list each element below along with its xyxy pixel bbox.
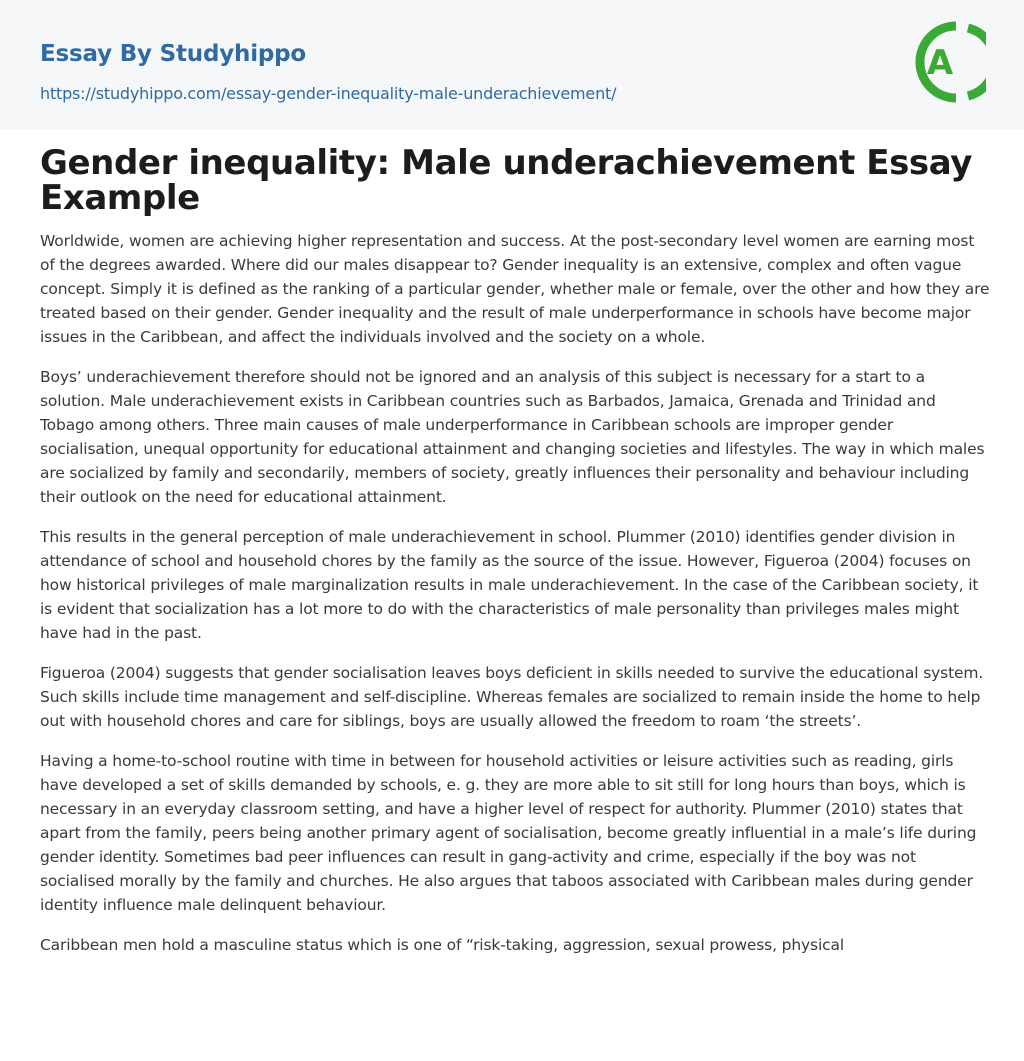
logo-letter: A xyxy=(926,43,954,83)
essay-paragraph: This results in the general perception of male underachievement in school. Plummer (2010) identifies gender division in attendance of school and household chores by the family as the source of the issue. However, Figueroa (2004) focuses on how historical privileges of male marginalization results in male underachievement. In the case of the Caribbean society, it is evident that socialization has a lot more to do with the characteristics of male personality than privileges males might have had in the past. xyxy=(40,528,979,642)
essay-paragraph: Boys’ underachievement therefore should not be ignored and an analysis of this subject is necessary for a start to a solution. Male underachievement exists in Caribbean countries such as Barbados, Jamaica, Grenada and Trinidad and Tobago among others. Three main causes of male underperformance in Caribbean schools are improper gender socialisation, unequal opportunity for educational attainment and changing societies and lifestyles. The way in which males are socialized by family and secondarily, members of society, greatly influences their personality and behaviour including their outlook on the need for educational attainment. xyxy=(40,368,985,506)
essay-paragraph: Figueroa (2004) suggests that gender socialisation leaves boys deficient in skills needed to survive the educational system. Such skills include time management and self-discipline. Whereas females are socialized to remain inside the home to help out with household chores and care for siblings, boys are usually allowed the freedom to roam ‘the streets’. xyxy=(40,664,984,730)
essay-paragraph: Caribbean men hold a masculine status which is one of “risk-taking, aggression, sexual prowess, physical xyxy=(40,936,844,954)
studyhippo-logo-icon[interactable] xyxy=(912,19,986,105)
essay-title: Gender inequality: Male underachievement Essay Example xyxy=(40,143,973,218)
site-brand[interactable]: Essay By Studyhippo xyxy=(40,41,307,67)
essay-paragraph: Worldwide, women are achieving higher representation and success. At the post-secondary level women are earning most of the degrees awarded. Where did our males disappear to? Gender inequality is an extensive, complex and often vague concept. Simply it is defined as the ranking of a particular gender, whether male or female, over the other and how they are treated based on their gender. Gender inequality and the result of male underperformance in schools have become major issues in the Caribbean, and affect the individuals involved and the society on a whole. xyxy=(40,232,990,346)
essay-paragraph: Having a home-to-school routine with time in between for household activities or leisure activities such as reading, girls have developed a set of skills demanded by schools, e. g. they are more able to sit still for long hours than boys, which is necessary in an everyday classroom setting, and have a higher level of respect for authority. Plummer (2010) states that apart from the family, peers being another primary agent of socialisation, become greatly influential in a male’s life during gender identity. Sometimes bad peer influences can result in gang-activity and crime, especially if the boy was not socialised morally by the family and churches. He also argues that taboos associated with Caribbean males during gender identity influence male delinquent behaviour. xyxy=(40,752,977,914)
essay-url-link[interactable]: https://studyhippo.com/essay-gender-inequality-male-underachievement/ xyxy=(40,84,617,103)
essay-body xyxy=(40,229,990,973)
site-header xyxy=(0,0,1024,129)
